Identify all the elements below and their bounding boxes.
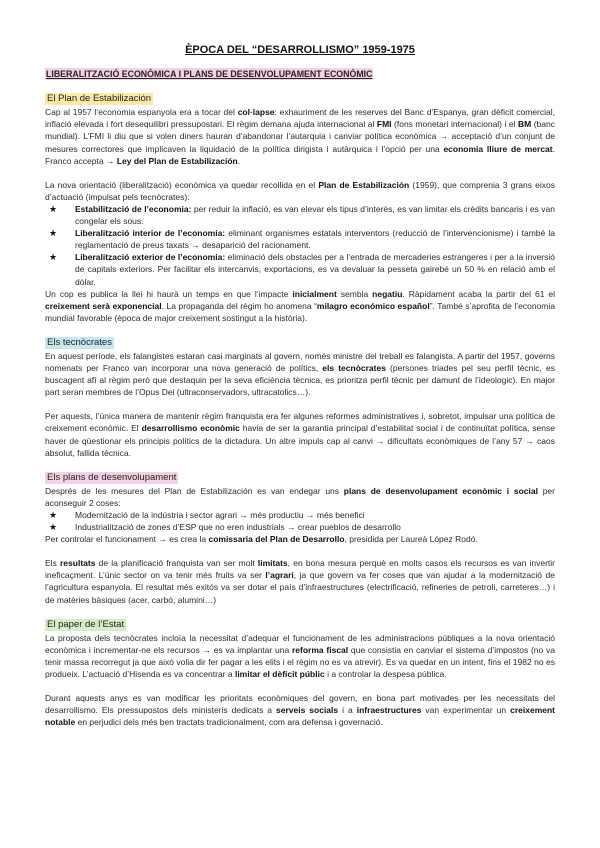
paragraph: [45, 179, 555, 203]
section-tecnocrates: [45, 336, 555, 459]
bold-run: comissaria del Plan de Desarrollo: [208, 534, 345, 545]
paragraph: [45, 632, 555, 680]
paragraph: [45, 533, 555, 545]
text-run: La nova orientació (liberalització) econòmica va quedar recollida en el: [45, 179, 319, 190]
section-heading: Els tecnòcrates: [47, 336, 112, 348]
text-run: (1959), que comprenia 3 grans eixos d’actuació (impulsat pels tecnòcrates):: [45, 179, 555, 202]
text-run: . Franco accepta →: [45, 143, 555, 166]
text-run: eliminant organismes estatals interventors (reducció de l’intervencionisme) i també la reglamentació de preus taxats → desaparició del racionament.: [75, 228, 555, 251]
bold-run: infraestructures: [356, 705, 422, 716]
bold-run: Estabilització de l’economia:: [75, 203, 192, 214]
text-run: , ja que govern va fer coses que van ajudar a la modernització de l’agricultura espanyola. El resultat més exitós va ser dotar el país d’infraestructures (electrificació, refineries de petroli, carreteres…) i de matèries bàsiques (acer, carbó, alumini…): [45, 570, 555, 605]
bullet-list: [45, 509, 555, 533]
text-run: havia de ser la garantia principal d’estabilitat social i de continuïtat política, sense haver de qüestionar els principis polítics de la dictadura. Un altre impuls cap al canvi → dificultats econòmiques de l’any 57 → caos absolut, fallida tècnica.: [45, 423, 555, 458]
section-plans-desenvolupament: [45, 471, 555, 606]
section-heading: Els plans de desenvolupament: [47, 471, 177, 483]
text-run: Després de les mesures del Plan de Estabilización es van endegar uns: [45, 485, 344, 496]
bold-run: creixement serà exponencial: [45, 300, 162, 311]
paragraph: [45, 288, 555, 324]
bullet-list: [45, 203, 555, 288]
bold-run: els tecnòcrates: [322, 363, 386, 374]
page-subtitle: LIBERALITZACIÓ ECONÒMICA I PLANS DE DESENVOLUPAMENT ECONÒMIC: [46, 69, 373, 80]
text-run: Durant aquests anys es van modificar les prioritats econòmiques del govern, en bona part motivades per les necessitats del desarrollismo. Els pressupostos dels ministeris dedicats a: [45, 693, 555, 716]
text-run: : exhauriment de les reserves del Banc d’Espanya, gran dèficit comercial, inflació elevada i fort desequilibri pressupostari. El règim demana ajuda internacional al: [45, 107, 556, 130]
text-run: Cap al 1957 l’economia espanyola era a tocar del: [45, 107, 238, 118]
text-run: (fons monetari internacional) i el: [391, 119, 519, 130]
text-run: (banc mundial). L’FMI li diu que si volen diners hauran d’abandonar l’autarquia i canviar política econòmica → acceptació d’un conjunt de mesures correctores que implicaven la liquidació de la política dirigista i autàrquica i l’opció per una: [45, 119, 556, 154]
bold-run: desarrollismo econòmic: [141, 423, 240, 434]
text-run: de la planificació franquista van ser molt: [95, 558, 258, 569]
text-run: eliminació dels obstacles per a l’entrada de mercaderies estrangeres i per a la inversió de capitals exteriors. Per facilitar els intercanvis, exportacions, es va devaluar la pesseta gairebé un 50 % en relació amb el dòlar.: [75, 252, 555, 287]
text-run: Un cop es publica la llei hi haurà un temps en que l’impacte: [45, 288, 293, 299]
list-item: ★ Industrialització de zones d’ESP que no eren industrials → crear pueblos de desarrollo: [45, 521, 555, 533]
text-run: van experimentar un: [421, 705, 511, 716]
bold-run: creixement notable: [45, 705, 556, 728]
paragraph: [45, 410, 555, 458]
paragraph: [45, 557, 555, 605]
bold-run: serveis socials: [276, 705, 339, 716]
text-run: per aconseguir 2 coses:: [45, 485, 555, 508]
bold-run: Liberalització interior de l’economia:: [75, 228, 226, 239]
text-run: que consistia en canviar el sistema d’impostos (no va tenir massa recorregut ja que això volia dir fer pagar a les elits i el règim no es va atrevir). Es va quedar en un intent, fins el 1982 no es produeix. L’actuació d’Hisenda es va concentrar a: [45, 644, 556, 680]
text-run: Els: [45, 558, 60, 569]
bold-run: negatiu: [372, 288, 403, 299]
list-item: [45, 203, 555, 227]
text-run: , presidida per Laureà López Rodó.: [344, 534, 478, 545]
bold-run: Ley del Plan de Estabilización: [116, 155, 238, 166]
text-run: La proposta dels tecnòcrates incloïa la necessitat d’adequar el funcionament de les administracions públiques a la nova orientació econòmica i incrementar-ne els recursos → es va implantar una: [45, 632, 555, 655]
page-title: ÈPOCA DEL “DESARROLLISMO” 1959-1975: [185, 44, 415, 56]
bold-run: reforma fiscal: [291, 644, 349, 655]
list-item: [45, 227, 555, 251]
bold-run: milagro económico español: [316, 300, 430, 311]
section-heading: El Plan de Estabilización: [47, 93, 152, 105]
text-run: ”. També s’aprofita de l’economia mundial favorable (època de major creixement sostingut a la història).: [45, 300, 555, 323]
bold-run: l’agrari: [265, 570, 294, 581]
bold-run: BM: [518, 119, 532, 130]
section-plan-estabilizacion: [45, 92, 555, 324]
text-run: Per controlar el funcionament → es crea la: [45, 534, 209, 545]
text-run: i a controlar la despesa pública.: [324, 669, 447, 680]
section-heading: El paper de l’Estat: [47, 618, 125, 630]
section-paper-estat: [45, 618, 555, 729]
bold-run: Liberalització exterior de l’economia:: [75, 252, 226, 263]
text-run: i a: [338, 705, 357, 716]
bold-run: economia lliure de mercat: [443, 143, 553, 154]
text-run: Per aquests, l’única manera de mantenir règim franquista era fer algunes reformes administratives i, sobretot, impulsar una política de creixement econòmic. El: [45, 411, 555, 434]
bold-run: limitats: [257, 558, 288, 569]
text-run: En aquest període, els falangistes estaran casi marginats al govern, només ministre del treball es falangista. A partir del 1957, governs nomenats per Franco van incorporar una nova generació de polítics,: [45, 350, 555, 374]
bold-run: inicialment: [292, 288, 337, 299]
list-item: ★ Modernització de la indústria i sector agrari → més productiu → més benefici: [45, 509, 555, 521]
text-run: . Ràpidament acaba la partir del 61 el: [402, 288, 556, 299]
bold-run: col·lapse: [237, 107, 275, 118]
list-item: [45, 251, 555, 287]
text-run: en perjudici dels més ben tractats tradicionalment, com ara defensa i governació.: [75, 717, 383, 728]
text-run: . La propaganda del règim ho anomena “: [161, 300, 317, 311]
text-run: sembla: [336, 288, 373, 299]
bold-run: FMI: [376, 119, 392, 130]
bold-run: limitar el dèficit públic: [234, 669, 325, 680]
bold-run: resultats: [60, 558, 96, 569]
text-run: , en bona mesura perquè en molts casos els recursos es van invertir ineficaçment. L’únic sector on va tenir més fruits va ser: [45, 558, 555, 581]
text-run: (persones triades pel seu perfil tècnic, es buscagent afí al règim però que destaquin per la seva eficiència tècnica, es prioritza perfil tècnic per damunt de l’ideologic). En major part seran membres de l’Opus Dei (ultraconservadors, ultracatolics…).: [45, 363, 555, 398]
paragraph: [45, 485, 555, 509]
paragraph: [45, 692, 555, 728]
bold-run: plans de desenvolupament econòmic i social: [343, 485, 538, 496]
paragraph: [45, 350, 555, 398]
paragraph: [45, 106, 555, 166]
bold-run: Plan de Estabilización: [318, 179, 410, 190]
text-run: per reduir la inflació, es van elevar els tipus d’interès, es van limitar els crèdits bancaris i es van congelar els sous.: [75, 203, 555, 227]
text-run: .: [237, 155, 241, 166]
